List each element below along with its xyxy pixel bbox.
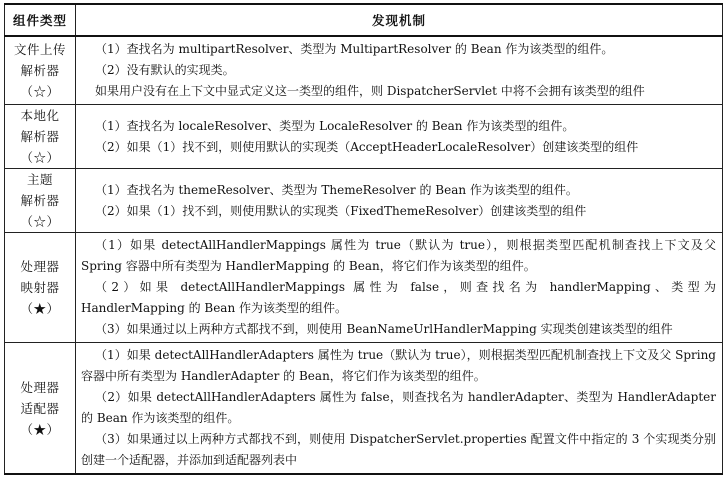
column-header-discovery-mechanism: 发现机制 [76, 4, 723, 36]
mechanism-line: （1）查找名为 localeResolver、类型为 LocaleResolver 的 Bean 作为该类型的组件。 [95, 118, 575, 133]
component-name-line: 本地化 [20, 108, 60, 123]
component-table-sheet [4, 3, 723, 495]
table-row [5, 343, 723, 475]
mechanism-paragraph: （1）如果 detectAllHandlerAdapters 属性为 true（默认为 true），则根据类型匹配机制查找上下文及父 Spring 容器中所有类型为 HandlerAdapter 的 Bean，将它们作为该类型的组件。 [81, 348, 716, 383]
mechanism-paragraph: （3）如果通过以上两种方式都找不到，则使用 DispatcherServlet.properties 配置文件中指定的 3 个实现类分别创建一个适配器，并添加到适配器列表中 [81, 432, 716, 467]
mechanism-paragraph: （2）如果 detectAllHandlerMappings 属性为 false，则查找名为 handlerMapping、类型为 HandlerMapping 的 Bean 作为该类型的组件。 [81, 280, 716, 315]
mechanism-paragraph: （2）如果 detectAllHandlerAdapters 属性为 false，则查找名为 handlerAdapter、类型为 HandlerAdapter 的 Bean 作为该类型的组件。 [81, 390, 716, 425]
component-type-cell [5, 36, 76, 105]
column-header-component-type: 组件类型 [5, 4, 76, 36]
discovery-mechanism-cell [76, 36, 723, 105]
component-name-line: 解析器（☆） [20, 193, 60, 229]
table-row [5, 105, 723, 169]
discovery-mechanism-cell [76, 105, 723, 169]
table-row [5, 169, 723, 233]
component-type-cell [5, 343, 76, 475]
component-type-cell [5, 169, 76, 233]
table-row [5, 36, 723, 105]
component-name-line: 主题 [26, 172, 53, 187]
discovery-mechanism-cell [76, 169, 723, 233]
mechanism-line: 如果用户没有在上下文中显式定义这一类型的组件，则 DispatcherServlet 中将不会拥有该类型的组件 [95, 84, 645, 98]
mechanism-line: （2）如果（1）找不到，则使用默认的实现类（FixedThemeResolver）创建该类型的组件 [95, 203, 587, 218]
component-type-cell [5, 233, 76, 343]
component-name-line: 处理器 [20, 379, 60, 395]
mechanism-line: （2）如果（1）找不到，则使用默认的实现类（AcceptHeaderLocaleResolver）创建该类型的组件 [95, 139, 639, 154]
component-name-line: 映射器（★） [20, 280, 60, 316]
mechanism-line: （1）查找名为 themeResolver、类型为 ThemeResolver 的 Bean 作为该类型的组件。 [95, 182, 578, 197]
component-name-line: 解析器（☆） [20, 63, 60, 99]
component-name-line: 文件上传 [13, 42, 66, 57]
mechanism-line: （1）查找名为 multipartResolver、类型为 MultipartResolver 的 Bean 作为该类型的组件。 [95, 42, 614, 56]
mechanism-line: （2）没有默认的实现类。 [95, 63, 235, 77]
discovery-mechanism-cell [76, 233, 723, 343]
discovery-mechanism-cell [76, 343, 723, 475]
component-name-line: 处理器 [20, 259, 60, 274]
mechanism-line: （3）如果通过以上两种方式都找不到，则使用 BeanNameUrlHandlerMapping 实现类创建该类型的组件 [95, 322, 673, 336]
table-row [5, 233, 723, 343]
component-type-cell [5, 105, 76, 169]
component-discovery-table [4, 3, 723, 475]
table-header-row [5, 4, 723, 36]
component-name-line: 解析器（☆） [20, 129, 60, 165]
mechanism-paragraph: （1）如果 detectAllHandlerMappings 属性为 true（默认为 true），则根据类型匹配机制查找上下文及父 Spring 容器中所有类型为 HandlerMapping 的 Bean，将它们作为该类型的组件。 [81, 238, 716, 273]
component-name-line: 适配器（★） [20, 400, 60, 437]
